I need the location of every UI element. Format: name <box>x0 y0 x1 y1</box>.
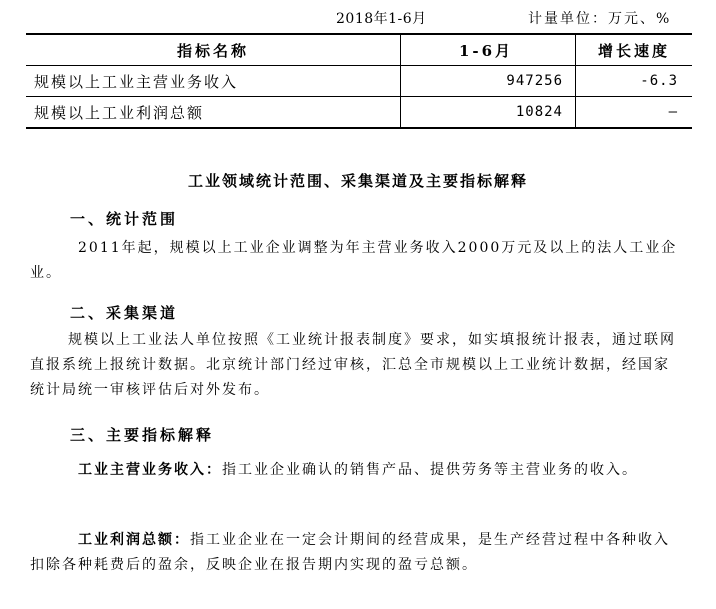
table-row <box>26 97 692 129</box>
table-header-row <box>26 34 692 66</box>
report-period: 2018年1-6月 <box>336 11 427 27</box>
indicator-definition <box>30 458 680 483</box>
column-header-indicator: 指标名称 <box>26 34 401 66</box>
channels-heading: 二、采集渠道 <box>70 304 179 322</box>
indicator-growth: — <box>576 97 693 129</box>
scope-heading: 一、统计范围 <box>70 210 179 228</box>
indicator-name: 规模以上工业利润总额 <box>26 97 401 129</box>
indicator-description: 指工业企业确认的销售产品、提供劳务等主营业务的收入。 <box>222 462 638 478</box>
indicator-definition <box>30 528 680 578</box>
statistics-table <box>26 33 692 129</box>
indicator-term: 工业主营业务收入： <box>78 462 222 478</box>
explanation-title: 工业领域统计范围、采集渠道及主要指标解释 <box>187 172 528 190</box>
column-header-period: 1-6月 <box>401 34 576 66</box>
indicator-description: 指工业企业在一定会计期间的经营成果，是生产经营过程中各种收入扣除各种耗费后的盈余，反映企业在报告期内实现的盈亏总额。 <box>30 532 670 573</box>
column-header-growth: 增长速度 <box>576 34 693 66</box>
indicator-growth: -6.3 <box>576 66 693 97</box>
measurement-unit: 计量单位：万元、% <box>528 11 672 27</box>
table-row <box>26 66 692 97</box>
scope-text: 2011年起，规模以上工业企业调整为年主营业务收入2000万元及以上的法人工业企业。 <box>30 240 678 281</box>
indicator-name: 规模以上工业主营业务收入 <box>26 66 401 97</box>
indicator-value: 947256 <box>401 66 576 97</box>
channels-text: 规模以上工业法人单位按照《工业统计报表制度》要求，如实填报统计报表，通过联网直报系统上报统计数据。北京统计部门经过审核，汇总全市规模以上工业统计数据，经国家统计局统一审核评估后对外发布。 <box>30 332 676 398</box>
indicator-term: 工业利润总额： <box>78 532 190 548</box>
indicators-heading: 三、主要指标解释 <box>70 426 215 444</box>
indicator-value: 10824 <box>401 97 576 129</box>
